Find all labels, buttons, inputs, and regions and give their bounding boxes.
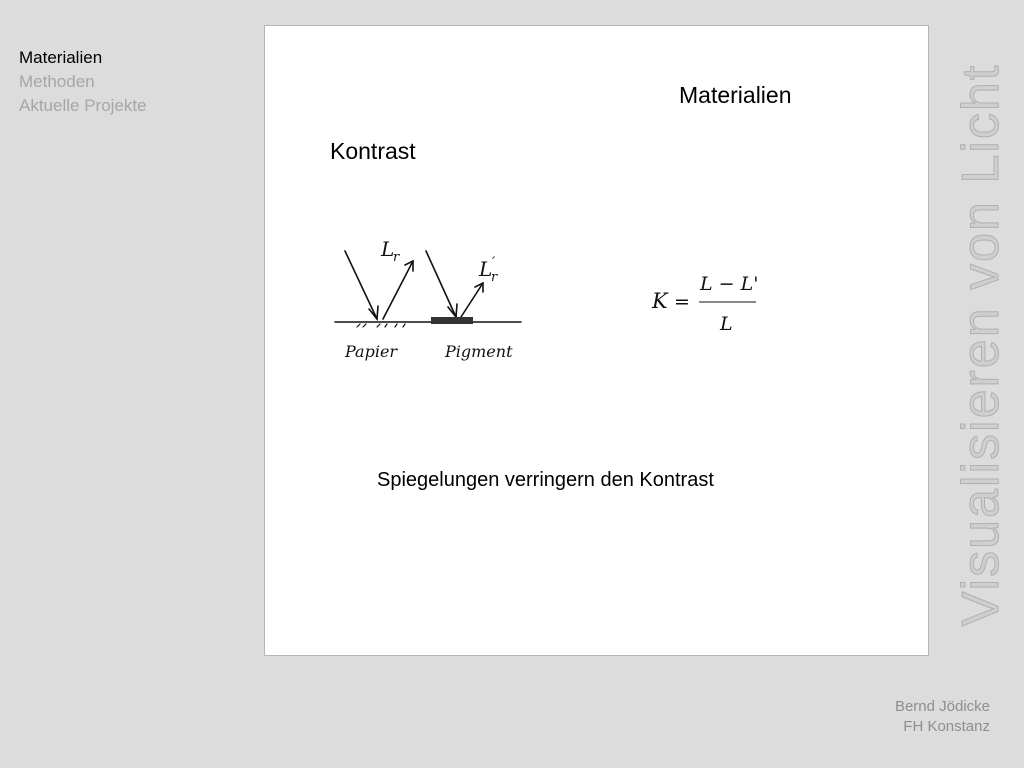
paper-texture [357, 324, 405, 327]
label-pigment: Pigment [445, 342, 513, 361]
incident-ray-pigment [426, 251, 456, 317]
reflected-ray-paper [383, 261, 413, 319]
pigment-layer [431, 317, 473, 324]
contrast-formula [650, 268, 775, 338]
slide-subtitle: Kontrast [330, 138, 416, 164]
ray-label-paper: L [381, 237, 395, 261]
ray-sub-pigment: r [491, 270, 498, 285]
formula-numerator: L − L' [700, 273, 759, 295]
reflection-sketch [333, 231, 533, 381]
footer-author: Bernd Jödicke [894, 698, 990, 715]
section-nav [19, 46, 147, 118]
nav-item-methoden[interactable]: Methoden [19, 72, 95, 91]
slide-title: Materialien [679, 82, 792, 108]
footer-institution: FH Konstanz [903, 718, 990, 735]
ray-label-pigment: L [479, 257, 493, 281]
slide-caption: Spiegelungen verringern den Kontrast [377, 469, 714, 491]
incident-ray-paper [345, 251, 377, 319]
label-papier: Papier [345, 342, 398, 361]
formula-lhs: K [652, 289, 668, 313]
reflected-ray-pigment [461, 283, 483, 317]
formula-denominator: L [720, 313, 733, 335]
ray-sub-paper: r [393, 250, 400, 265]
ray-prime-pigment: ′ [492, 255, 496, 271]
nav-item-materialien[interactable]: Materialien [19, 48, 103, 67]
slide-content [264, 25, 929, 656]
footer [895, 697, 990, 737]
side-title-text: Visualisieren von Licht [952, 63, 1011, 627]
side-title [945, 34, 1017, 656]
formula-equals: = [674, 291, 690, 313]
nav-item-aktuelle-projekte[interactable]: Aktuelle Projekte [19, 96, 147, 115]
